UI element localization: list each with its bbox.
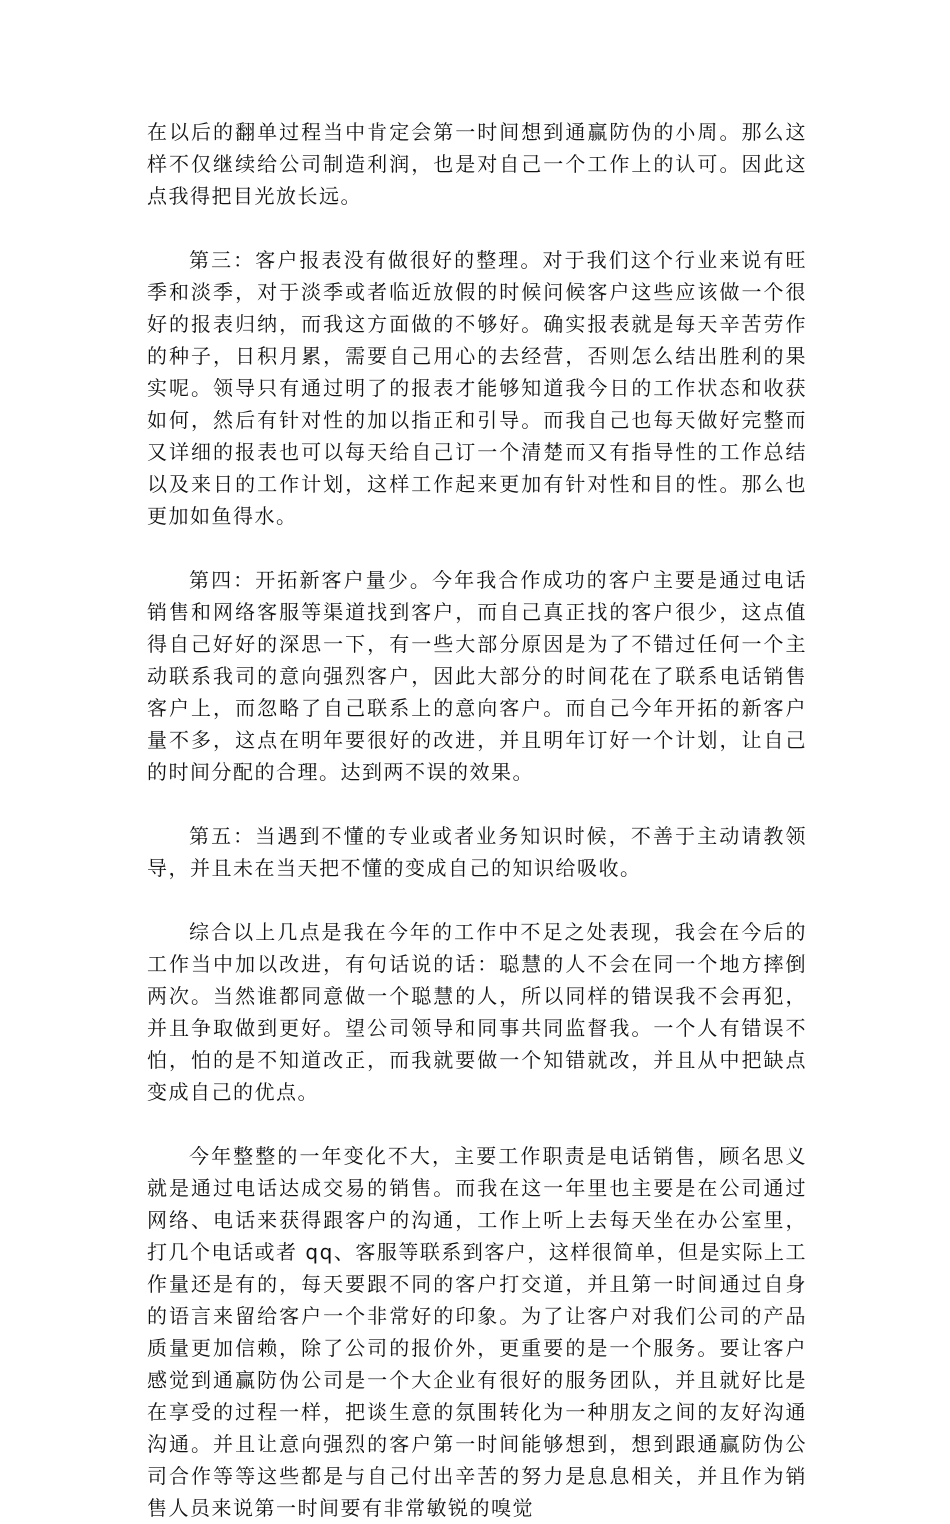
paragraph-point-five: 第五：当遇到不懂的专业或者业务知识时候，不善于主动请教领导，并且未在当天把不懂的变成自己的知识给吸收。 [147,824,807,880]
paragraph-point-four: 第四：开拓新客户量少。今年我合作成功的客户主要是通过电话销售和网络客服等渠道找到客户，而自己真正找的客户很少，这点值得自己好好的深思一下，有一些大部分原因是为了不错过任何一个主动联系我司的意向强烈客户，因此大部分的时间花在了联系电话销售客户上，而忽略了自己联系上的意向客户。而自己今年开拓的新客户量不多，这点在明年要很好的改进，并且明年订好一个计划，让自己的时间分配的合理。达到两不误的效果。 [147,568,807,784]
document-body [147,116,807,1524]
paragraph-summary: 综合以上几点是我在今年的工作中不足之处表现，我会在今后的工作当中加以改进，有句话说的话：聪慧的人不会在同一个地方摔倒两次。当然谁都同意做一个聪慧的人，所以同样的错误我不会再犯，并且争取做到更好。望公司领导和同事共同监督我。一个人有错误不怕，怕的是不知道改正，而我就要做一个知错就改，并且从中把缺点变成自己的优点。 [147,920,807,1104]
paragraph-continuation: 在以后的翻单过程当中肯定会第一时间想到通赢防伪的小周。那么这样不仅继续给公司制造利润，也是对自己一个工作上的认可。因此这点我得把目光放长远。 [147,120,807,208]
paragraph-point-three: 第三：客户报表没有做很好的整理。对于我们这个行业来说有旺季和淡季，对于淡季或者临近放假的时候问候客户这些应该做一个很好的报表归纳，而我这方面做的不够好。确实报表就是每天辛苦劳作的种子，日积月累，需要自己用心的去经营，否则怎么结出胜利的果实呢。领导只有通过明了的报表才能够知道我今日的工作状态和收获如何，然后有针对性的加以指正和引导。而我自己也每天做好完整而又详细的报表也可以每天给自己订一个清楚而又有指导性的工作总结以及来日的工作计划，这样工作起来更加有针对性和目的性。那么也更加如鱼得水。 [147,248,807,528]
paragraph-year-review: 今年整整的一年变化不大，主要工作职责是电话销售，顾名思义就是通过电话达成交易的销售。而我在这一年里也主要是在公司通过网络、电话来获得跟客户的沟通，工作上听上去每天坐在办公室里，打几个电话或者 qq、客服等联系到客户，这样很简单，但是实际上工作量还是有的，每天要跟不同的客户打交道，并且第一时间通过自身的语言来留给客户一个非常好的印象。为了让客户对我们公司的产品质量更加信赖，除了公司的报价外，更重要的是一个服务。要让客户感觉到通赢防伪公司是一个大企业有很好的服务团队，并且就好比是在享受的过程一样，把谈生意的氛围转化为一种朋友之间的友好沟通沟通。并且让意向强烈的客户第一时间能够想到，想到跟通赢防伪公司合作等等这些都是与自己付出辛苦的努力是息息相关，并且作为销售人员来说第一时间要有非常敏锐的嗅觉 [147,1144,807,1520]
